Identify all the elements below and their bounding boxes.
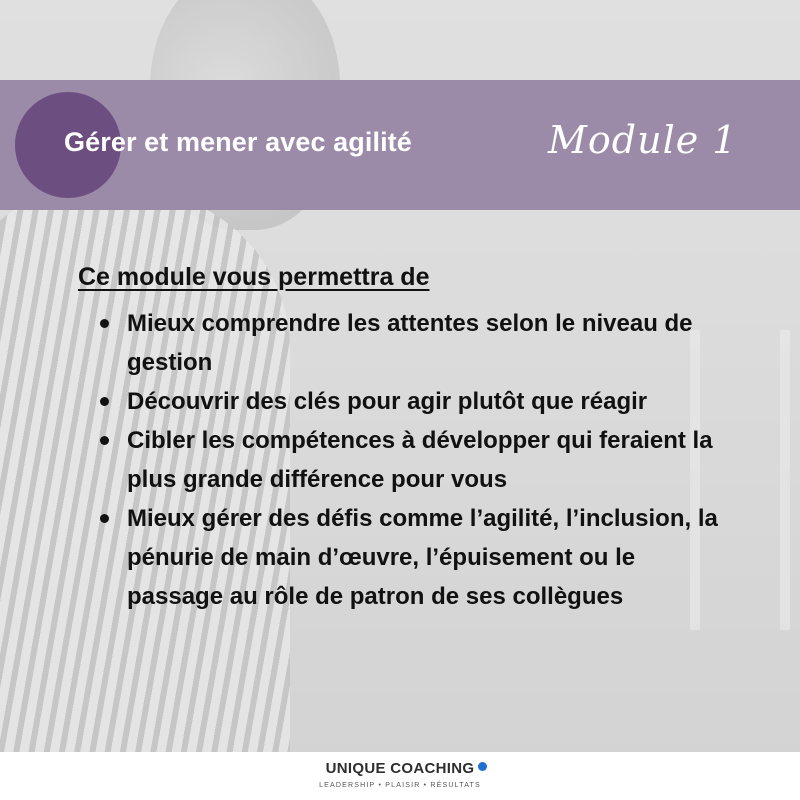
list-item-text: Découvrir des clés pour agir plutôt que réagir [127,388,648,415]
list-item-text: Mieux comprendre les attentes selon le niveau de gestion [127,310,693,376]
list-item-text: Cibler les compétences à développer qui feraient la plus grande différence pour vous [127,427,713,493]
brand-logo-text: UNIQUE COACHING [325,760,475,777]
bullet-dot-icon [100,436,109,445]
module-label: Module 1 [548,118,738,162]
page-title: Gérer et mener avec agilité [64,127,412,157]
list-item [78,499,728,616]
brand-dot-icon [478,762,487,771]
list-item [78,304,728,382]
bullet-dot-icon [100,514,109,523]
content-block [78,263,728,616]
bullet-dot-icon [100,319,109,328]
content-heading: Ce module vous permettra de [78,263,430,291]
bullet-list [78,304,728,616]
list-item-text: Mieux gérer des défis comme l’agilité, l’inclusion, la pénurie de main d’œuvre, l’épuisement ou le passage au rôle de patron de ses collègues [127,505,718,610]
brand-tagline: LEADERSHIP • PLAISIR • RÉSULTATS [319,782,481,789]
list-item [78,421,728,499]
bullet-dot-icon [100,397,109,406]
list-item [78,382,728,421]
